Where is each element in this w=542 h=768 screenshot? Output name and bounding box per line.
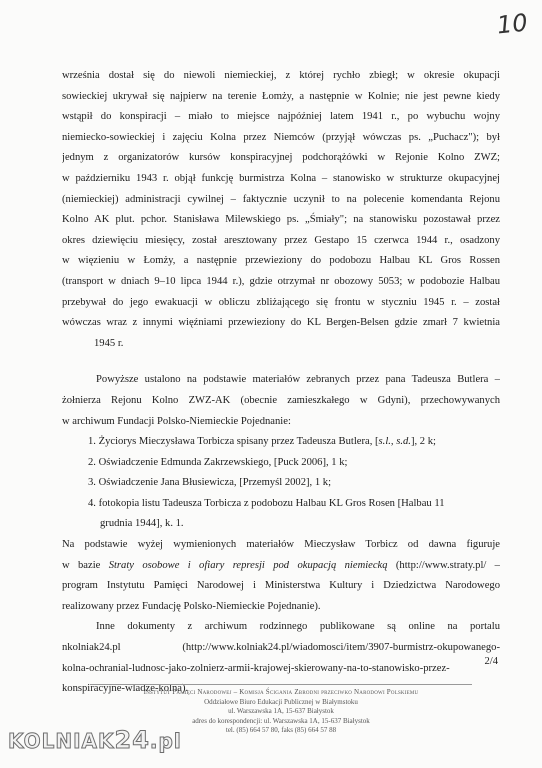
footer-phone: tel. (85) 664 57 80, faks (85) 664 57 88	[225, 726, 337, 735]
watermark-suffix: .pl	[149, 729, 182, 753]
paragraph-biography	[62, 66, 500, 354]
list-number: 1.	[88, 436, 96, 448]
kolniak24-watermark	[8, 726, 182, 754]
footer-address: ul. Warszawska 1A, 15-637 Białystok	[228, 707, 334, 716]
list-item	[88, 494, 500, 515]
footer-branch: Oddziałowe Biuro Edukacji Publicznej w Białymstoku	[204, 697, 358, 706]
text-line: Kolno AK plut. pchor. Stanisława Milewskiego ps. „Śmiały"; na stanowisku pozostawał przez	[62, 214, 500, 226]
text-line	[62, 556, 500, 577]
list-number: 2.	[88, 456, 96, 468]
watermark-number: 24	[114, 726, 150, 754]
text-line: września dostał się do niewoli niemieckiej, z której rychło zbiegł; w okresie okupacji	[62, 70, 500, 81]
list-number: 4.	[88, 497, 96, 509]
text-line: w więzieniu w Łomży, a następnie przewieziony do podobozu Halbau KL Gros Rossen	[62, 255, 500, 267]
list-text-italic: s.l., s.d.	[378, 436, 411, 448]
text-line: Na podstawie wyżej wymienionych materiałów Mieczysław Torbicz od dawna figuruje	[62, 539, 500, 551]
database-title: Straty osobowe i ofiary represji pod okupacją niemiecką	[108, 559, 388, 571]
page-count: 2/4	[484, 656, 498, 667]
list-text: Życiorys Mieczysława Torbicza spisany przez Tadeusza Butlera, [	[98, 436, 379, 448]
paragraph-database	[62, 535, 500, 617]
watermark-text: KOLNIAK	[8, 729, 115, 753]
text-line: kolna-ochranial-ludnosc-jako-zolnierz-armii-krajowej-skierowany-na-to-stanowisko-przez-	[62, 662, 450, 674]
text-line: konspiracyjne-wladze-kolna).	[62, 683, 189, 695]
handwritten-page-number: 10	[496, 8, 530, 40]
text-line: (niemieckiej) administracji cywilnej – faktycznie uczynił to na polecenie komendanta Rejonu	[62, 193, 500, 205]
text-line: nkolniak24.pl (http://www.kolniak24.pl/wiadomosci/item/3907-burmistrz-okupowanego-	[62, 642, 500, 654]
text-line: 1945 r.	[94, 337, 124, 349]
text-line: program Instytutu Pamięci Narodowej i Ministerstwa Kultury i Dziedzictwa Narodowego	[62, 580, 500, 592]
text-line: wówczas wraz z innymi więźniami przewieziony do KL Bergen-Belsen gdzie zmarł 7 kwietnia	[62, 317, 500, 329]
text-line: okres dziewięciu miesięcy, został aresztowany przez Gestapo 15 czerwca 1944 r., osadzony	[62, 234, 500, 246]
list-text: Oświadczenie Edmunda Zakrzewskiego, [Puck 2006], 1 k;	[98, 456, 348, 468]
footer-correspondence: adres do korespondencji: ul. Warszawska 1A, 15-637 Białystok	[192, 716, 370, 725]
text-line: niemiecko-sowieckiej i zajęciu Kolna przez Niemców (przyjął wówczas ps. „Puchacz"); był	[62, 131, 500, 143]
list-item	[88, 432, 500, 453]
text-line: wstąpił do konspiracji – miało to miejsce najpóźniej latem 1941 r., po wybuchu wojny	[62, 111, 500, 123]
text-line: (transport w dniach 9–10 lipca 1944 r.), gdzie otrzymał nr obozowy 5053; w podobozie Halbau	[62, 275, 500, 287]
text-segment: (http://www.straty.pl/ –	[387, 559, 500, 571]
text-line: w październiku 1943 r. objął funkcję burmistrza Kolna – stanowisko w strukturze okupacyjnej	[62, 172, 500, 184]
document-body	[62, 66, 500, 700]
list-text: fotokopia listu Tadeusza Torbicza z podobozu Halbau KL Gros Rosen [Halbau 11	[98, 497, 445, 509]
text-line: sowieckiej ukrywał się najpierw na terenie Łomży, a następnie w Kolnie; nie jest pewne kiedy	[62, 90, 500, 102]
footer-institution: Instytut Pamięci Narodowej – Komisja Ścigania Zbrodni przeciwko Narodowi Polskiemu	[143, 688, 419, 696]
text-line: jednym z organizatorów kursów konspiracyjnej podchorążówki w Rejonie Kolno ZWZ;	[62, 152, 500, 164]
text-line: Inne dokumenty z archiwum rodzinnego publikowane są online na portalu	[96, 621, 500, 633]
list-text-after: ], 2 k;	[410, 436, 436, 448]
list-number: 3.	[88, 477, 96, 489]
paragraph-sources-intro	[62, 370, 500, 432]
text-line: realizowany przez Fundację Polsko-Niemieckie Pojednanie).	[62, 600, 321, 612]
list-item	[88, 473, 500, 494]
text-line: przebywał do jego ewakuacji w obliczu zbliżającego się frontu w styczniu 1945 r. – został	[62, 296, 500, 308]
text-line: Powyższe ustalono na podstawie materiałów zebranych przez pana Tadeusza Butlera –	[96, 374, 500, 386]
list-text: Oświadczenie Jana Błusiewicza, [Przemyśl 2002], 1 k;	[98, 477, 332, 489]
list-item-continuation: grudnia 1944], k. 1.	[100, 518, 184, 530]
text-line: żołnierza Rejonu Kolno ZWZ-AK (obecnie zamieszkałego w Gdyni), przechowywanych	[62, 394, 500, 406]
text-segment: w bazie	[62, 559, 109, 571]
sources-list	[88, 432, 500, 535]
list-item	[88, 453, 500, 474]
text-line: w archiwum Fundacji Polsko-Niemieckie Pojednanie:	[62, 415, 291, 427]
